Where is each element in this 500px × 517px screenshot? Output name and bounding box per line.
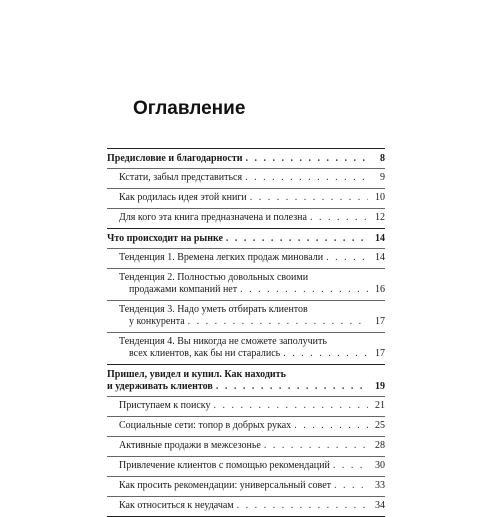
page-number: 17 xyxy=(375,316,385,327)
section-title: Предисловие и благодарности xyxy=(107,153,243,164)
dot-leader xyxy=(250,192,368,204)
item-title: Как просить рекомендации: универсальный совет xyxy=(119,480,332,491)
dot-leader xyxy=(216,381,368,393)
toc-item[interactable] xyxy=(107,496,385,516)
page-number: 21 xyxy=(375,400,385,411)
item-title: Как относиться к неудачам xyxy=(119,500,234,511)
dot-leader xyxy=(246,153,369,165)
section-title: Пришел, увидел и купил. Как находить xyxy=(107,369,286,380)
section-heading[interactable] xyxy=(107,365,385,396)
dot-leader xyxy=(226,233,368,245)
dot-leader xyxy=(310,212,368,224)
page-title: Оглавление xyxy=(133,98,246,119)
item-title-continued: всех клиентов, как бы ни старались xyxy=(129,348,281,359)
section-heading[interactable] xyxy=(107,229,385,248)
dot-leader xyxy=(326,252,368,264)
page-number: 34 xyxy=(375,500,385,511)
item-title: Привлечение клиентов с помощью рекомендаций xyxy=(119,460,330,471)
section-title-continued: и удерживать клиентов xyxy=(107,381,213,392)
toc-item[interactable] xyxy=(107,396,385,416)
toc-section xyxy=(107,229,385,365)
item-title: Социальные сети: топор в добрых руках xyxy=(119,420,292,431)
toc-item[interactable] xyxy=(107,436,385,456)
toc-item[interactable] xyxy=(107,268,385,300)
item-title: Как родилась идея этой книги xyxy=(119,192,247,203)
dot-leader xyxy=(245,172,368,184)
dot-leader xyxy=(237,500,368,512)
dot-leader xyxy=(283,348,368,360)
toc-item[interactable] xyxy=(107,476,385,496)
section-title: Что происходит на рынке xyxy=(107,233,223,244)
page-number: 16 xyxy=(375,284,385,295)
page-number: 14 xyxy=(375,233,385,244)
dot-leader xyxy=(188,316,368,328)
item-title: Тенденция 1. Времена легких продаж миновали xyxy=(119,252,324,263)
toc-section xyxy=(107,365,385,517)
section-heading[interactable] xyxy=(107,149,385,168)
page-number: 28 xyxy=(375,440,385,451)
table-of-contents xyxy=(107,148,385,517)
dot-leader xyxy=(214,400,368,412)
item-title-continued: у конкурента xyxy=(129,316,185,327)
page-number: 19 xyxy=(375,381,385,392)
page-number: 10 xyxy=(375,192,385,203)
dot-leader xyxy=(334,480,368,492)
item-title-continued: продажами компаний нет xyxy=(129,284,238,295)
toc-item[interactable] xyxy=(107,456,385,476)
toc-item[interactable] xyxy=(107,416,385,436)
dot-leader xyxy=(240,284,368,296)
item-title: Приступаем к поиску xyxy=(119,400,211,411)
item-title: Тенденция 3. Надо уметь отбирать клиентов xyxy=(119,304,308,315)
toc-item[interactable] xyxy=(107,300,385,332)
toc-item[interactable] xyxy=(107,188,385,208)
item-title: Тенденция 2. Полностью довольных своими xyxy=(119,272,309,283)
toc-section xyxy=(107,149,385,229)
dot-leader xyxy=(333,460,368,472)
item-title: Тенденция 4. Вы никогда не сможете заполучить xyxy=(119,336,327,347)
page-number: 14 xyxy=(375,252,385,263)
dot-leader xyxy=(264,440,368,452)
page-number: 17 xyxy=(375,348,385,359)
page-number: 30 xyxy=(375,460,385,471)
item-title: Кстати, забыл представиться xyxy=(119,172,243,183)
toc-item[interactable] xyxy=(107,332,385,364)
toc-item[interactable] xyxy=(107,208,385,228)
toc-item[interactable] xyxy=(107,248,385,268)
page-number: 33 xyxy=(375,480,385,491)
toc-item[interactable] xyxy=(107,168,385,188)
dot-leader xyxy=(294,420,368,432)
item-title: Активные продажи в межсезонье xyxy=(119,440,261,451)
page-number: 8 xyxy=(380,153,385,164)
page-number: 25 xyxy=(375,420,385,431)
page-number: 12 xyxy=(375,212,385,223)
page-number: 9 xyxy=(380,172,385,183)
item-title: Для кого эта книга предназначена и полезна xyxy=(119,212,307,223)
